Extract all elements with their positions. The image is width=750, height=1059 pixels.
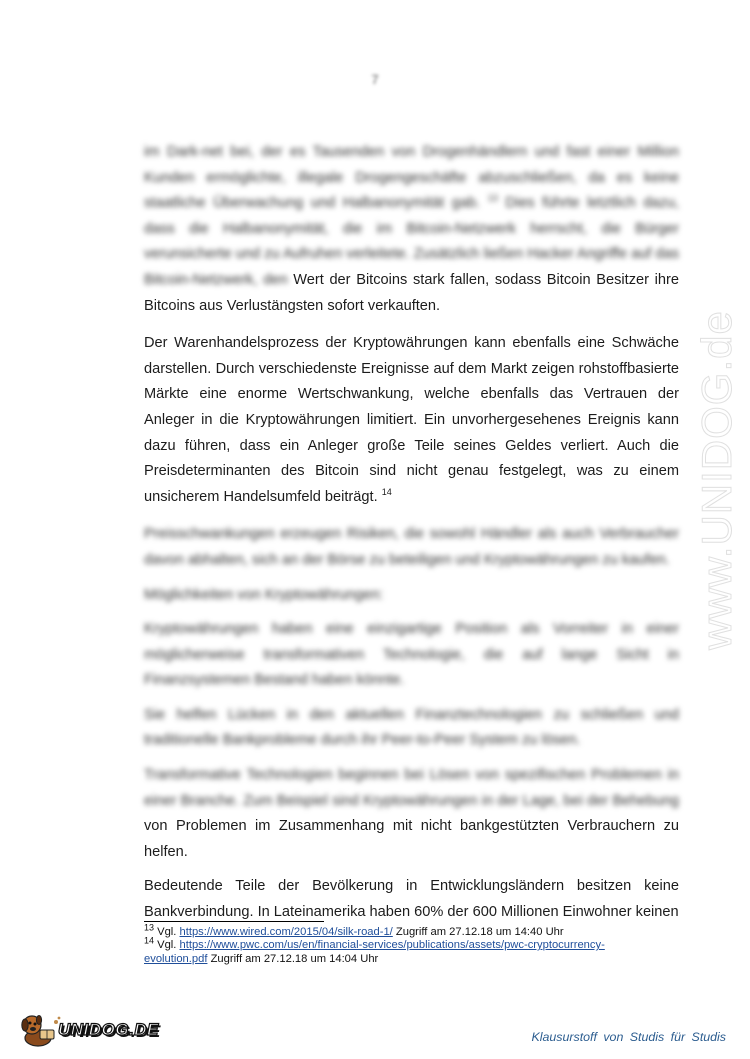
footer-tagline: Klausurstoff von Studis für Studis <box>531 1030 726 1044</box>
page-number: 7 <box>371 72 379 87</box>
watermark: www.UNIDOG.de <box>693 310 740 650</box>
footnote-link[interactable]: https://www.pwc.com/us/en/financial-services/publications/assets/pwc-cryptocurrency- <box>179 939 605 952</box>
footnote-link-continued[interactable]: evolution.pdf <box>144 952 208 965</box>
blurred-text: Dies führte letztlich dazu, dass die <box>144 195 680 237</box>
blurred-text: Überwachung und Halbanonymität gab. <box>213 195 481 212</box>
paragraph-text: Der Warenhandelsprozess der Kryptowährungen kann ebenfalls eine Schwäche darstellen. Durch verschiedenste Ereignisse auf dem Markt zeigen rohstoffbasierte Märkte eine enorme Wertschwankung, welche ebenfalls das Vertrauen der Anleger in die Kryptowährungen limitiert. Ein unvorhergesehenes Ereignis kann dazu führen, dass ein Anleger große Teile seines Geldes verliert. Auch die Preisdeterminanten des Bitcoin sind nicht genau festgelegt, was zu einem unsicherem Handelsumfeld beiträgt. <box>144 335 679 505</box>
footnote-number: 14 <box>144 935 155 946</box>
logo-text: UNIDOG.DE <box>58 1020 159 1039</box>
blurred-text: Kunden ermöglichte, illegale Drogengeschäfte abzuschließen, da es keine staatliche <box>144 169 679 212</box>
footnotes <box>144 922 684 966</box>
unidog-logo[interactable] <box>18 1012 159 1048</box>
paragraph-1 <box>144 140 679 319</box>
paragraph-3: Preisschwankungen erzeugen Risiken, die sowohl Händler als auch Verbraucher davon abhalten, sich an der Börse zu beteiligen und Kryptowährungen zu kaufen. <box>144 526 679 568</box>
blurred-text: Halbanonymität, die im Bitcoin-Netzwerk herrscht, die Bürger verunsicherte und zu <box>144 220 679 263</box>
footnote-ref-14: 14 <box>381 486 392 497</box>
blurred-text: Aufruhen verleitete. Zusätzlich ließen Hacker Angriffe auf das Bitcoin-Netzwerk, den <box>144 246 680 288</box>
dog-mascot-icon <box>18 1012 62 1048</box>
subheading-possibilities: Möglichkeiten von Kryptowährungen: <box>144 586 384 603</box>
footnote-prefix: Vgl. <box>157 939 177 952</box>
blurred-text: im Dark-net bei, der es Tausenden von Drogenhändlern und fast einer Million <box>144 144 679 160</box>
visible-text: Wert der Bitcoins stark fallen, sodass Bitcoin Besitzer ihre Bitcoins aus Verlustängsten sofort verkauften. <box>144 271 679 314</box>
body-text <box>144 140 679 926</box>
blurred-text: Transformative Technologien beginnen bei Lösen von spezifischen Problemen in einer Branche. Zum Beispiel sind Kryptowährungen in der Lage, bei der Behebung <box>144 767 679 809</box>
footnote-separator <box>144 921 324 922</box>
paragraph-2 <box>144 331 679 510</box>
paragraph-7 <box>144 763 679 865</box>
visible-text: von Problemen im Zusammenhang mit nicht bankgestützten Verbrauchern zu helfen. <box>144 818 679 860</box>
paragraph-6: Sie helfen Lücken in den aktuellen Finanztechnologien zu schließen und traditionelle Bankprobleme durch ihr Peer-to-Peer System zu lösen. <box>144 706 679 749</box>
footnote-ref-13: 13 <box>487 193 498 204</box>
footnote-link[interactable]: https://www.wired.com/2015/04/silk-road-1/ <box>179 926 393 938</box>
footnote-suffix: Zugriff am 27.12.18 um 14:40 Uhr <box>395 926 564 938</box>
footnote-number: 13 <box>144 922 155 933</box>
footnote-prefix: Vgl. <box>157 926 177 938</box>
paragraph-8: Bedeutende Teile der Bevölkerung in Entwicklungsländern besitzen keine Bankverbindung. In Lateinamerika haben 60% der 600 Millionen Einwohner keinen <box>144 878 679 921</box>
footnote-13 <box>144 922 684 939</box>
footnote-suffix: Zugriff am 27.12.18 um 14:04 Uhr <box>210 952 379 965</box>
paragraph-5: Kryptowährungen haben eine einzigartige Position als Vorreiter in einer möglicherweise transformativen Technologie, die auf lange Sicht in Finanzsystemen Bestand haben könnte. <box>144 621 679 689</box>
footnote-14 <box>144 935 684 966</box>
